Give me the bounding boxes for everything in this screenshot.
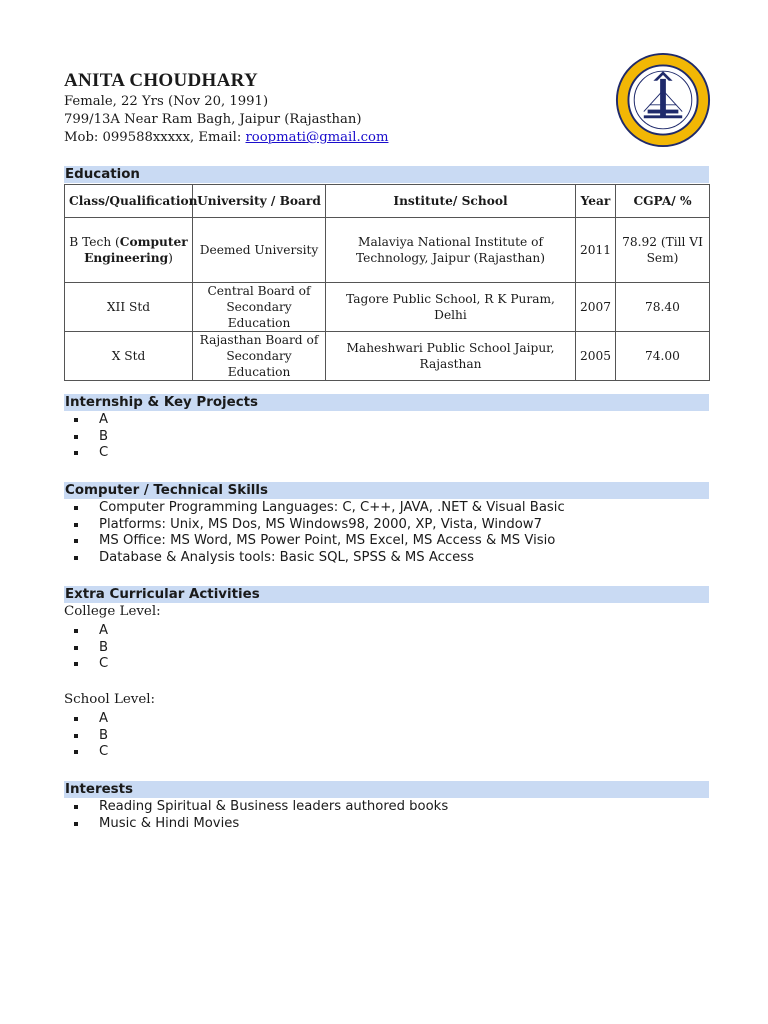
contact-line (64, 129, 388, 147)
list-item: B (64, 640, 108, 657)
mobile-text: Mob: 099588xxxxx, Email: (64, 130, 246, 145)
section-extra-curricular (64, 586, 709, 603)
column-header: University / Board (193, 185, 326, 218)
school-level-list (64, 711, 108, 761)
table-header-row (65, 185, 710, 218)
list-item: Computer Programming Languages: C, C++, JAVA, .NET & Visual Basic (64, 500, 565, 517)
qualification-cell: XII Std (65, 283, 193, 332)
list-item: Reading Spiritual & Business leaders authored books (64, 799, 448, 816)
section-internship (64, 394, 709, 411)
list-item: A (64, 623, 108, 640)
college-level-list (64, 623, 108, 673)
candidate-name: ANITA CHOUDHARY (64, 70, 259, 91)
internship-list (64, 412, 108, 462)
column-header: Class/Qualification (65, 185, 193, 218)
institute-cell: Maheshwari Public School Jaipur, Rajasthan (326, 332, 576, 381)
section-skills (64, 482, 709, 499)
section-education (64, 166, 709, 183)
table-row (65, 283, 710, 332)
qualification-cell: X Std (65, 332, 193, 381)
list-item: Database & Analysis tools: Basic SQL, SPSS & MS Access (64, 550, 565, 567)
email-link[interactable]: roopmati@gmail.com (245, 130, 389, 145)
column-header: Institute/ School (326, 185, 576, 218)
table-row (65, 332, 710, 381)
board-cell: Rajasthan Board of Secondary Education (193, 332, 326, 381)
section-title: Extra Curricular Activities (65, 587, 260, 602)
table-row (65, 218, 710, 283)
list-item: C (64, 445, 108, 462)
personal-details: Female, 22 Yrs (Nov 20, 1991) (64, 94, 269, 109)
qualification-cell (65, 218, 193, 283)
section-title: Computer / Technical Skills (65, 483, 268, 498)
section-interests (64, 781, 709, 798)
skills-list (64, 500, 565, 566)
section-title: Interests (65, 782, 134, 797)
college-level-label: College Level: (64, 604, 161, 619)
section-title: Internship & Key Projects (65, 395, 259, 410)
list-item: Platforms: Unix, MS Dos, MS Windows98, 2000, XP, Vista, Window7 (64, 517, 565, 534)
board-cell: Deemed University (193, 218, 326, 283)
institute-seal-icon (615, 52, 711, 148)
list-item: Music & Hindi Movies (64, 816, 448, 833)
list-item: B (64, 728, 108, 745)
score-cell: 74.00 (616, 332, 710, 381)
list-item: C (64, 656, 108, 673)
section-title: Education (65, 167, 140, 182)
qualification-text: B Tech ( (69, 235, 120, 249)
year-cell: 2005 (576, 332, 616, 381)
list-item: MS Office: MS Word, MS Power Point, MS Excel, MS Access & MS Visio (64, 533, 565, 550)
year-cell: 2011 (576, 218, 616, 283)
score-cell: 78.92 (Till VI Sem) (616, 218, 710, 283)
board-cell: Central Board of Secondary Education (193, 283, 326, 332)
qualification-text-end: ) (168, 251, 173, 265)
score-cell: 78.40 (616, 283, 710, 332)
column-header: Year (576, 185, 616, 218)
institute-cell: Malaviya National Institute of Technology, Jaipur (Rajasthan) (326, 218, 576, 283)
column-header: CGPA/ % (616, 185, 710, 218)
list-item: B (64, 429, 108, 446)
education-table (64, 184, 710, 381)
address: 799/13A Near Ram Bagh, Jaipur (Rajasthan) (64, 112, 362, 127)
qualification-branch: Computer Engineering (84, 235, 188, 265)
list-item: A (64, 711, 108, 728)
interests-list (64, 799, 448, 832)
school-level-label: School Level: (64, 692, 156, 707)
list-item: A (64, 412, 108, 429)
list-item: C (64, 744, 108, 761)
institute-cell: Tagore Public School, R K Puram, Delhi (326, 283, 576, 332)
year-cell: 2007 (576, 283, 616, 332)
